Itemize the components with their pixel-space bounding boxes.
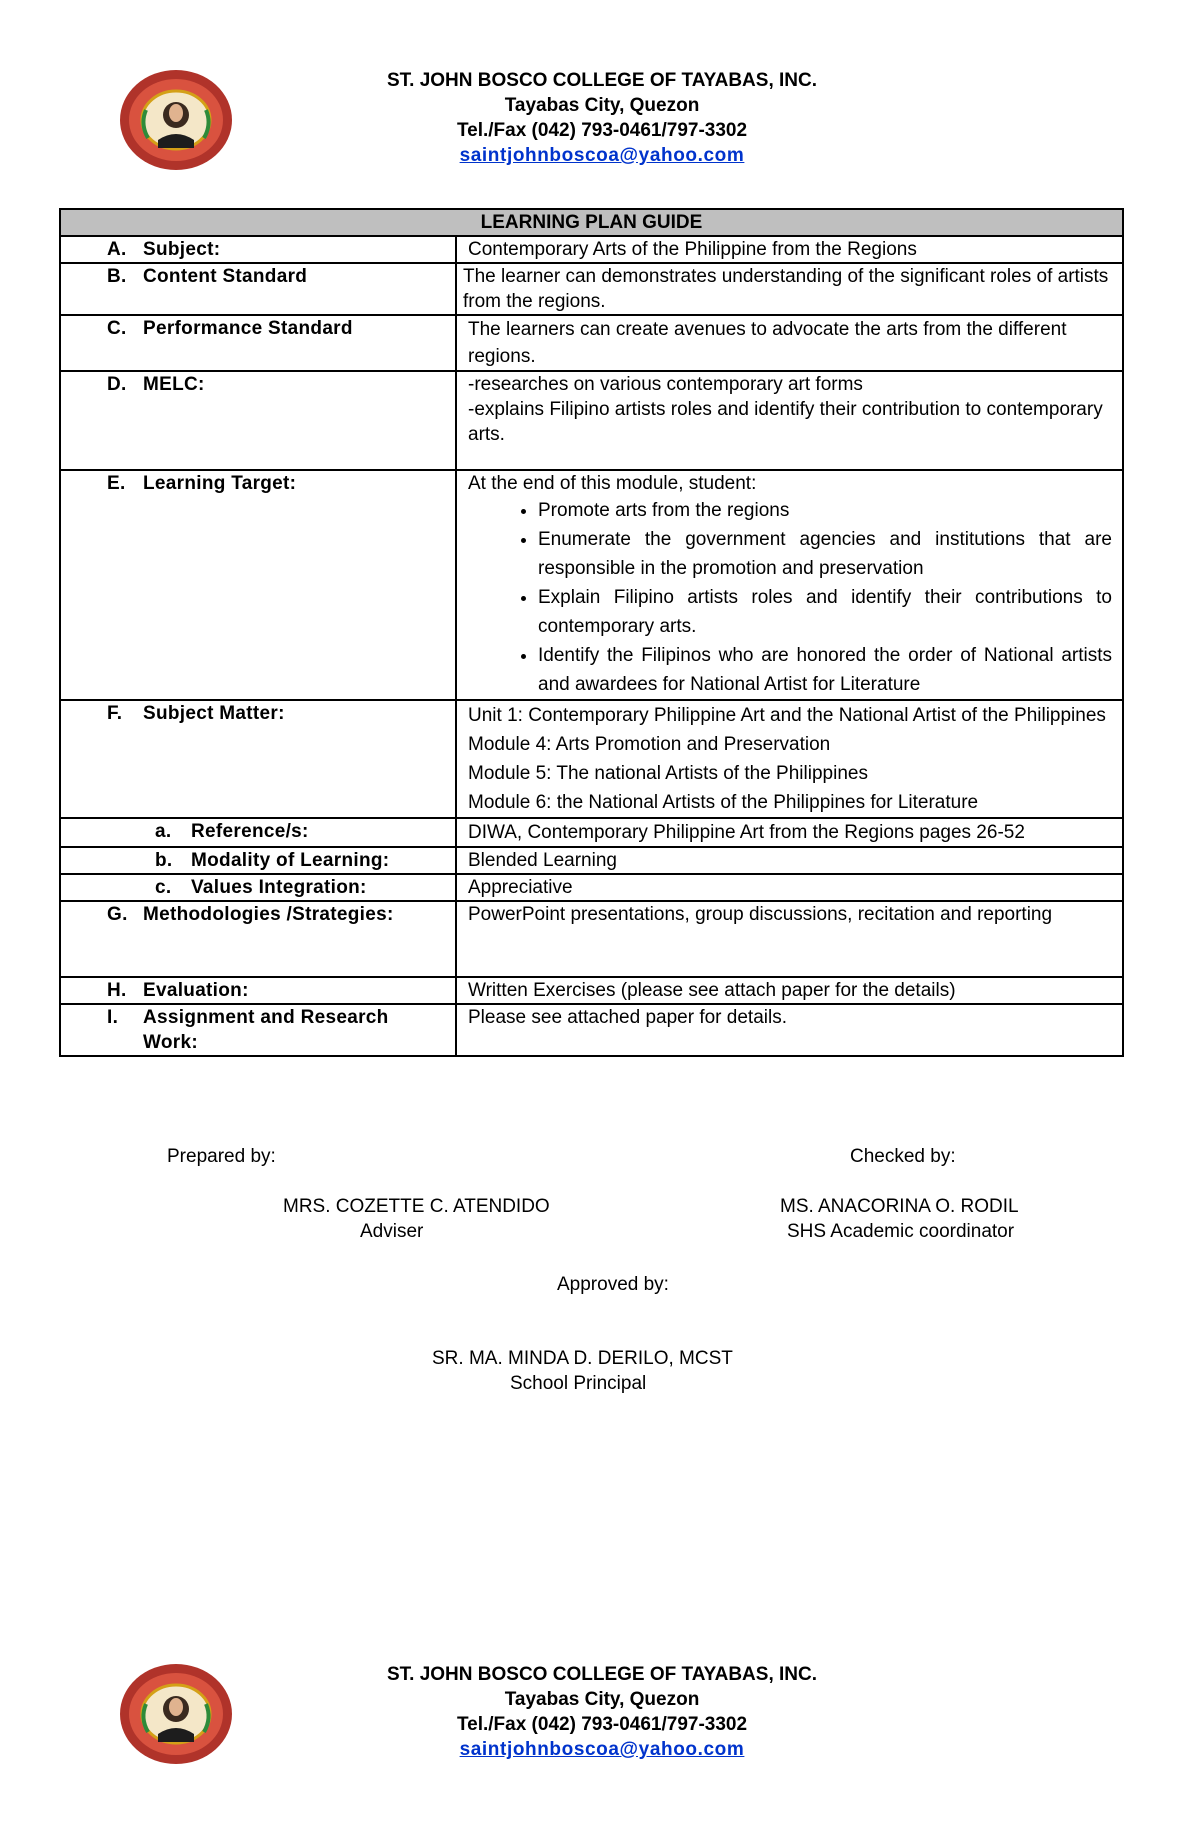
school-phone: Tel./Fax (042) 793-0461/797-3302 (456, 120, 748, 141)
list-item: • Explain Filipino artists roles and identify their contributions to contemporary arts. (538, 583, 1112, 641)
checked-by-label: Checked by: (850, 1146, 956, 1167)
table-row-references: a. Reference/s: DIWA, Contemporary Philippine Art from the Regions pages 26-52 (60, 818, 1123, 847)
methodologies-label: Methodologies /Strategies: (143, 904, 394, 925)
school-address: Tayabas City, Quezon (504, 95, 700, 116)
prepared-by-role: Adviser (360, 1221, 424, 1242)
school-email-link[interactable]: saintjohnboscoa@yahoo.com (459, 145, 745, 166)
references-label: Reference/s: (191, 821, 309, 842)
melc-line-1: -researches on various contemporary art forms (468, 374, 863, 395)
table-row-assignment: I. Assignment and Research Work: Please see attached paper for details. (60, 1004, 1123, 1056)
table-title: LEARNING PLAN GUIDE (60, 209, 1123, 236)
modality-value: Blended Learning (456, 847, 1123, 874)
checked-by-name: MS. ANACORINA O. RODIL (780, 1196, 1019, 1217)
subject-matter-label: Subject Matter: (143, 703, 285, 724)
school-phone: Tel./Fax (042) 793-0461/797-3302 (456, 1714, 748, 1735)
checked-by-role: SHS Academic coordinator (787, 1221, 1015, 1242)
performance-standard-value: The learners can create avenues to advocate the arts from the different regions. (456, 315, 1123, 371)
subject-value: Contemporary Arts of the Philippine from the Regions (456, 236, 1123, 263)
assignment-value: Please see attached paper for details. (456, 1004, 1123, 1056)
table-row-learning-target: E. Learning Target: At the end of this module, student: • Promote arts from the regions • Enumerate the government agencies and institutions that are responsible in the promotion and preservation • Explain Filipino artists roles and identify their contributions to contemporary arts. • Identify the Filipinos who are honored the order of National artists and awardees for National Artist for Literature (60, 470, 1123, 700)
table-row-methodologies: G. Methodologies /Strategies: PowerPoint presentations, group discussions, recitation and reporting (60, 901, 1123, 977)
table-title-row (60, 209, 1123, 236)
table-row-melc: D. MELC: -researches on various contemporary art forms -explains Filipino artists roles and identify their contribution to contemporary arts. (60, 371, 1123, 470)
letterhead-top (0, 68, 1200, 198)
letterhead-bottom (0, 1662, 1200, 1792)
table-row-values: c. Values Integration: Appreciative (60, 874, 1123, 901)
list-item: • Enumerate the government agencies and institutions that are responsible in the promotion and preservation (538, 525, 1112, 583)
table-row-performance-standard: C. Performance Standard The learners can create avenues to advocate the arts from the different regions. (60, 315, 1123, 371)
content-standard-label: Content Standard (143, 266, 308, 287)
learning-target-intro: At the end of this module, student: (468, 473, 757, 494)
school-name: ST. JOHN BOSCO COLLEGE OF TAYABAS, INC. (386, 1664, 818, 1685)
evaluation-value: Written Exercises (please see attach paper for the details) (456, 977, 1123, 1004)
subject-matter-line: Module 4: Arts Promotion and Preservation (468, 734, 831, 755)
content-standard-value: The learner can demonstrates understanding of the significant roles of artists from the regions. (456, 263, 1123, 315)
learning-target-list (468, 496, 1112, 699)
melc-label: MELC: (143, 374, 205, 395)
subject-matter-line: Unit 1: Contemporary Philippine Art and the National Artist of the Philippines (468, 705, 1106, 726)
school-email-link[interactable]: saintjohnboscoa@yahoo.com (459, 1739, 745, 1760)
values-value: Appreciative (456, 874, 1123, 901)
subject-matter-line: Module 5: The national Artists of the Philippines (468, 763, 868, 784)
melc-line-2: -explains Filipino artists roles and identify their contribution to contemporary arts. (468, 399, 1103, 445)
school-address: Tayabas City, Quezon (504, 1689, 700, 1710)
subject-matter-line: Module 6: the National Artists of the Philippines for Literature (468, 792, 979, 813)
assignment-label: Assignment and Research Work: (143, 1007, 389, 1053)
table-row-subject-matter: F. Subject Matter: Unit 1: Contemporary Philippine Art and the National Artist of the Philippines Module 4: Arts Promotion and Preservation Module 5: The national Artists of the Philippines Module 6: the National Artists of the Philippines for Literature (60, 700, 1123, 818)
list-item: • Promote arts from the regions (538, 496, 1112, 525)
table-row-content-standard: B. Content Standard The learner can demonstrates understanding of the significant roles of artists from the regions. (60, 263, 1123, 315)
table-row-evaluation: H. Evaluation: Written Exercises (please see attach paper for the details) (60, 977, 1123, 1004)
subject-label: Subject: (143, 239, 221, 260)
references-value: DIWA, Contemporary Philippine Art from the Regions pages 26-52 (456, 818, 1123, 847)
values-label: Values Integration: (191, 877, 367, 898)
learning-plan-table (59, 208, 1124, 1057)
approved-by-role: School Principal (510, 1373, 647, 1394)
approved-by-label: Approved by: (557, 1274, 669, 1295)
table-row-modality: b. Modality of Learning: Blended Learning (60, 847, 1123, 874)
prepared-by-name: MRS. COZETTE C. ATENDIDO (283, 1196, 550, 1217)
methodologies-value: PowerPoint presentations, group discussions, recitation and reporting (456, 901, 1123, 977)
modality-label: Modality of Learning: (191, 850, 390, 871)
evaluation-label: Evaluation: (143, 980, 249, 1001)
list-item: • Identify the Filipinos who are honored the order of National artists and awardees for National Artist for Literature (538, 641, 1112, 699)
school-name: ST. JOHN BOSCO COLLEGE OF TAYABAS, INC. (386, 70, 818, 91)
table-row-subject: A. Subject: Contemporary Arts of the Philippine from the Regions (60, 236, 1123, 263)
prepared-by-label: Prepared by: (167, 1146, 276, 1167)
learning-target-label: Learning Target: (143, 473, 297, 494)
approved-by-name: SR. MA. MINDA D. DERILO, MCST (432, 1348, 733, 1369)
performance-standard-label: Performance Standard (143, 318, 353, 339)
